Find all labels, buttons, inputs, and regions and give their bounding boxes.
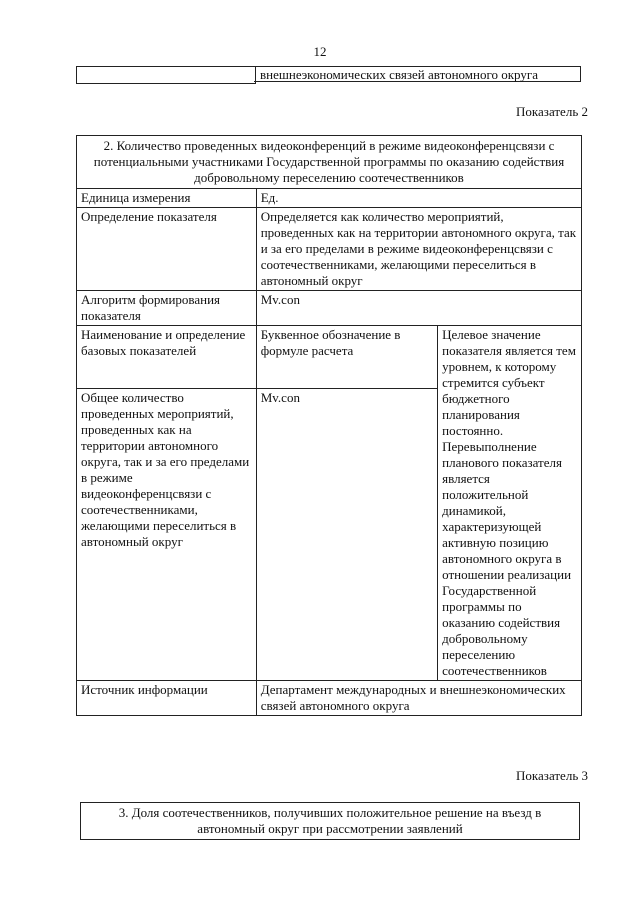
indicator2-table (76, 135, 582, 716)
source-value: Департамент международных и внешнеэкономических связей автономного округа (256, 681, 581, 716)
algorithm-value: Mv.con (256, 291, 581, 326)
base-name-value: Общее количество проведенных мероприятий, проведенных как на территории автономного округа, так и за его пределами в режиме видеоконференцсвязи с соотечественниками, желающими переселиться в автономный округ (77, 388, 257, 680)
definition-value: Определяется как количество мероприятий, проведенных как на территории автономного округа, так и за его пределами в режиме видеоконференцсвязи с соотечественниками, желающими переселиться в автономный округ (256, 208, 581, 291)
unit-value: Ед. (256, 189, 581, 208)
indicator2-label: Показатель 2 (516, 104, 588, 119)
base-name-header: Наименование и определение базовых показателей (77, 326, 257, 389)
definition-label: Определение показателя (77, 208, 257, 291)
page-number: 12 (313, 44, 327, 59)
letter-value: Mv.con (256, 388, 437, 680)
indicator3-title: 3. Доля соотечественников, получивших положительное решение на въезд в автономный округ при рассмотрении заявлений (80, 802, 580, 840)
target-description: Целевое значение показателя является тем уровнем, к которому стремится субъект бюджетного планирования постоянно. Перевыполнение планового показателя является положительной динамикой, характеризующей активную позицию автономного округа в отношении реализации Государственной программы по оказанию содействия добровольному переселению соотечественников (438, 326, 582, 681)
source-label: Источник информации (77, 681, 257, 716)
unit-label: Единица измерения (77, 189, 257, 208)
algorithm-label: Алгоритм формирования показателя (77, 291, 257, 326)
letter-header: Буквенное обозначение в формуле расчета (256, 326, 437, 389)
continuation-left-cell (76, 66, 256, 84)
indicator3-label: Показатель 3 (516, 768, 588, 783)
continuation-right-cell: внешнеэкономических связей автономного округа (254, 66, 581, 82)
continuation-row (76, 66, 581, 84)
indicator2-title: 2. Количество проведенных видеоконференций в режиме видеоконференцсвязи с потенциальными участниками Государственной программы по оказанию содействия добровольному переселению соотечественников (77, 136, 582, 189)
